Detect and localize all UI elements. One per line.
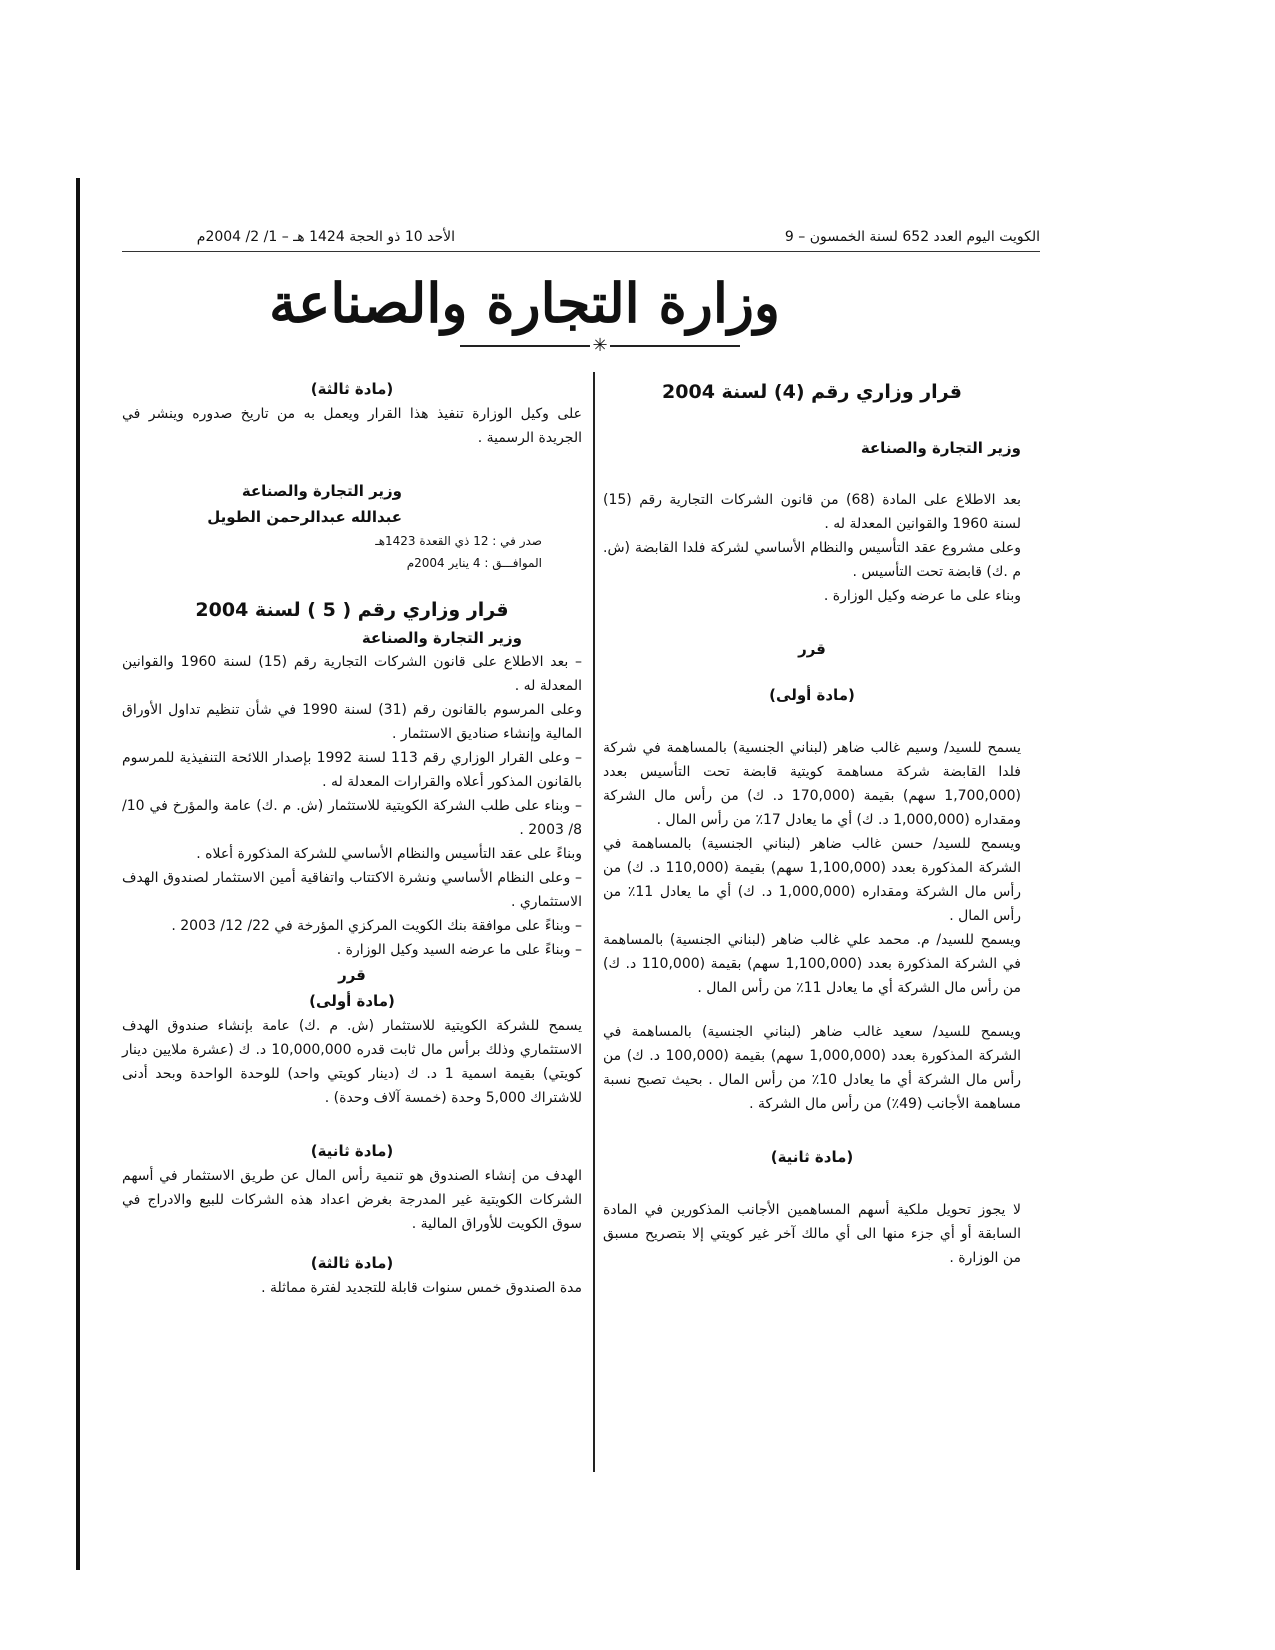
decree-5-article-3-title: (مادة ثالثة) <box>310 1254 394 1272</box>
decree-5-article-3-text: مدة الصندوق خمس سنوات قابلة للتجديد لفترة مماثلة . <box>261 1280 582 1296</box>
decree-4-decided: قرر <box>798 640 826 658</box>
decree-4-article-1-para-1: يسمح للسيد/ وسيم غالب ضاهر (لبناني الجنسية) بالمساهمة في شركة فلدا القابضة شركة مساهمة كويتية قابضة تحت التأسيس بعدد (1,700,000 سهم) بقيمة (170,000 د. ك) من رأس مال الشركة ومقداره (1,000,000 د. ك) أي ما يعادل 17٪ من رأس المال . <box>603 740 1022 828</box>
decree-4-article-2-text: لا يجوز تحويل ملكية أسهم المساهمين الأجانب المذكورين في المادة السابقة أو أي جزء منها الى أي مالك آخر غير كويتي إلا بتصريح مسبق من الوزارة . <box>603 1202 1021 1266</box>
decree-4-preamble-2: وعلى مشروع عقد التأسيس والنظام الأساسي لشركة فلدا القابضة (ش. م .ك) قابضة تحت التأسيس . <box>603 540 1021 580</box>
decree-4-article-1-title: (مادة أولى) <box>769 686 855 704</box>
header-rule <box>122 251 1040 252</box>
masthead <box>269 268 780 372</box>
decree-4-article-3-title: (مادة ثالثة) <box>310 380 394 398</box>
header-date: الأحد 10 ذو الحجة 1424 هـ – 1/ 2/ 2004م <box>196 229 455 245</box>
decree-5-preamble-5: وبناءً على عقد التأسيس والنظام الأساسي للشركة المذكورة أعلاه . <box>196 846 582 862</box>
decree-5-preamble-1: – بعد الاطلاع على قانون الشركات التجارية رقم (15) لسنة 1960 والقوانين المعدلة له . <box>122 654 582 694</box>
decree-4-minister: وزير التجارة والصناعة <box>860 439 1021 457</box>
decree-4-preamble-3: وبناء على ما عرضه وكيل الوزارة . <box>823 588 1021 604</box>
column-divider <box>593 372 595 1472</box>
decree-5-article-2-text: الهدف من إنشاء الصندوق هو تنمية رأس المال عن طريق الاستثمار في أسهم الشركات الكويتية غير المدرجة بغرض اعداد هذه الشركات للبيع والادراج في سوق الكويت للأوراق المالية . <box>122 1168 582 1232</box>
signature-name: عبدالله عبدالرحمن الطويل <box>207 508 402 526</box>
decree-4-article-1-para-2: ويسمح للسيد/ حسن غالب ضاهر (لبناني الجنسية) بالمساهمة في الشركة المذكورة بعدد (1,100,000 سهم) بقيمة (110,000 د. ك) من رأس مال الشركة ومقداره (1,000,000 د. ك) أي ما يعادل 11٪ من رأس المال . <box>603 836 1022 924</box>
decree-4-column <box>603 376 1021 1270</box>
masthead-title: وزارة التجارة والصناعة <box>269 271 780 335</box>
decree-5-minister: وزير التجارة والصناعة <box>361 629 522 647</box>
decree-5-preamble-7: – وبناءً على موافقة بنك الكويت المركزي المؤرخة في 22/ 12/ 2003 . <box>171 918 582 934</box>
signature-title: وزير التجارة والصناعة <box>241 482 402 500</box>
decree-4-article-2-title: (مادة ثانية) <box>770 1148 854 1166</box>
decree-5-article-1-title: (مادة أولى) <box>309 992 395 1010</box>
header-issue-info: الكويت اليوم العدد 652 لسنة الخمسون – 9 <box>784 229 1040 245</box>
corresponding-date: الموافـــق : 4 يناير 2004م <box>406 556 542 570</box>
decree-5-preamble-6: – وعلى النظام الأساسي ونشرة الاكتتاب واتفاقية أمين الاستثمار لصندوق الهدف الاستثماري . <box>122 870 582 910</box>
page-left-border <box>76 178 80 1570</box>
decree-4-article-1-para-4: ويسمح للسيد/ سعيد غالب ضاهر (لبناني الجنسية) بالمساهمة في الشركة المذكورة بعدد (1,000,000 سهم) بقيمة (100,000 د. ك) من رأس مال الشركة أي ما يعادل 10٪ من رأس المال . بحيث تصبح نسبة مساهمة الأجانب (49٪) من رأس مال الشركة . <box>603 1024 1021 1112</box>
masthead-ornament-line-right <box>610 345 740 347</box>
decree-5-article-1-text: يسمح للشركة الكويتية للاستثمار (ش. م .ك) عامة بإنشاء صندوق الهدف الاستثماري وذلك برأس مال ثابت قدره 10,000,000 د. ك (عشرة ملايين دينار كويتي) بقيمة اسمية 1 د. ك (دينار كويتي واحد) للوحدة الواحدة وبحد أدنى للاشتراك 5,000 وحدة (خمسة آلاف وحدة) . <box>122 1018 583 1106</box>
decree-5-decided: قرر <box>338 966 366 984</box>
decree-5-preamble-4: – وبناء على طلب الشركة الكويتية للاستثمار (ش. م .ك) عامة والمؤرخ في 10/ 8/ 2003 . <box>122 798 582 838</box>
decree-5-title: قرار وزاري رقم ( 5 ) لسنة 2004 <box>195 599 509 621</box>
decree-4-article-1-para-3: ويسمح للسيد/ م. محمد علي غالب ضاهر (لبناني الجنسية) بالمساهمة في الشركة المذكورة بعدد (1,100,000 سهم) بقيمة (110,000 د. ك) من رأس مال الشركة أي ما يعادل 11٪ من رأس المال . <box>603 932 1021 996</box>
decree-5-preamble-2: وعلى المرسوم بالقانون رقم (31) لسنة 1990 في شأن تنظيم تداول الأوراق المالية وإنشاء صناديق الاستثمار . <box>122 702 582 742</box>
decree-5-column <box>122 376 582 1300</box>
decree-4-title: قرار وزاري رقم (4) لسنة 2004 <box>662 381 962 403</box>
decree-5-preamble-8: – وبناءً على ما عرضه السيد وكيل الوزارة . <box>336 942 582 958</box>
decree-5-preamble-3: – وعلى القرار الوزاري رقم 113 لسنة 1992 بإصدار اللائحة التنفيذية للمرسوم بالقانون المذكور أعلاه والقرارات المعدلة له . <box>122 750 583 790</box>
masthead-ornament-line-left <box>460 345 590 347</box>
decree-5-article-2-title: (مادة ثانية) <box>310 1142 394 1160</box>
ornament-star-icon: ✳ <box>592 335 608 356</box>
decree-4-preamble-1: بعد الاطلاع على المادة (68) من قانون الشركات التجارية رقم (15) لسنة 1960 والقوانين المعدلة له . <box>603 492 1021 532</box>
issued-date: صدر في : 12 ذي القعدة 1423هـ <box>375 534 542 548</box>
decree-4-article-3-text: على وكيل الوزارة تنفيذ هذا القرار ويعمل به من تاريخ صدوره وينشر في الجريدة الرسمية . <box>122 406 582 446</box>
